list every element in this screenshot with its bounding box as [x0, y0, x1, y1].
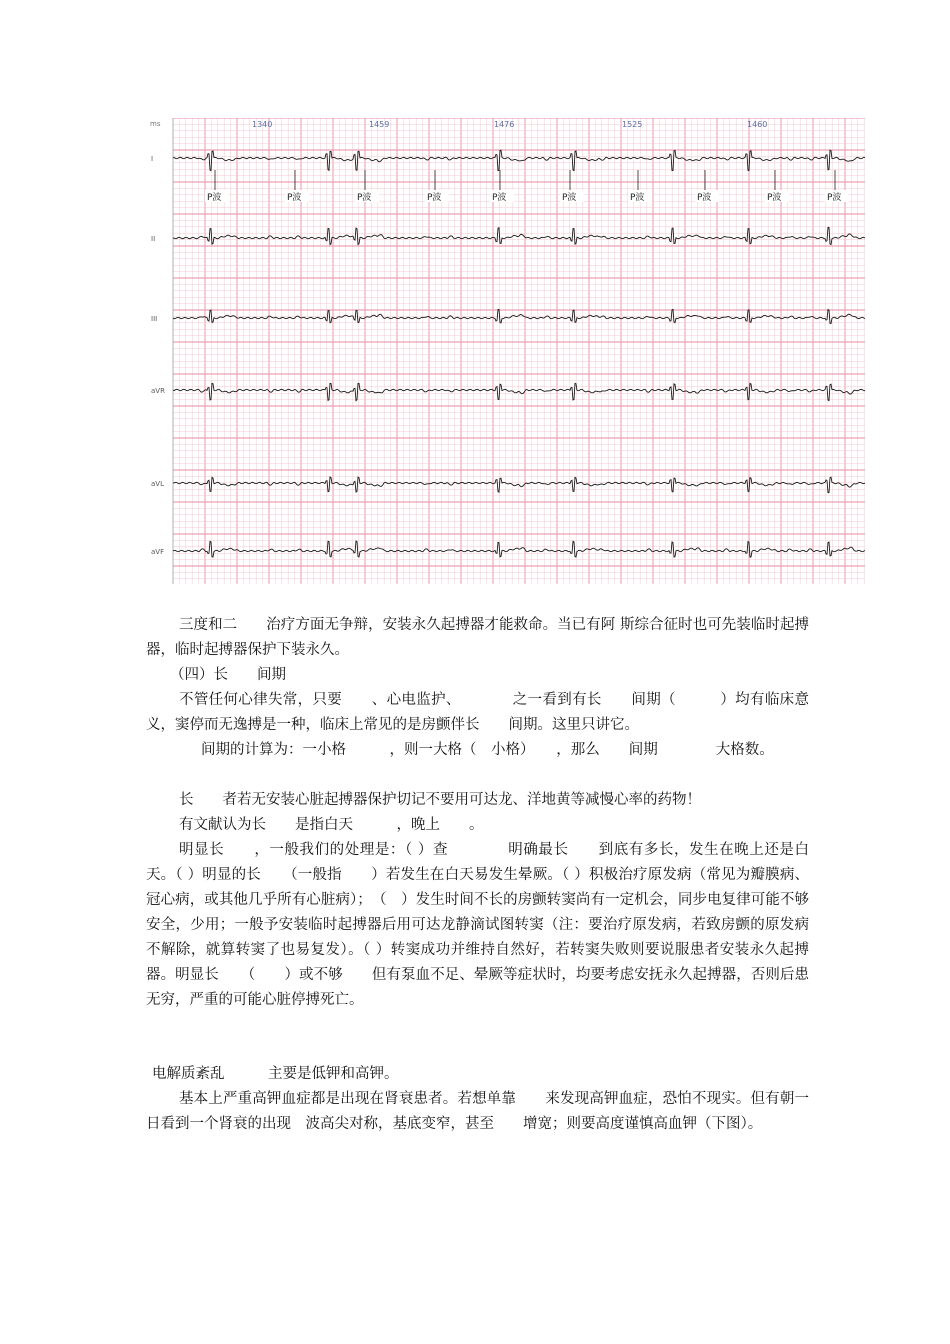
ecg-label-column: [147, 118, 173, 584]
p-wave-label: P波: [357, 193, 372, 203]
lead-label: III: [151, 315, 158, 323]
p-wave-label: P波: [827, 193, 842, 203]
paragraph-long-interval-significance: 不管任何心律失常，只要 、心电监护、 之一看到有长 间期（ ）均有临床意义，窦停而无逸搏是一种，临床上常见的是房颤伴长 间期。这里只讲它。: [146, 692, 809, 733]
paragraph-literature-note: 有文献认为长 是指白天 ，晚上 。: [179, 817, 484, 833]
rr-interval-number: 1459: [369, 120, 390, 129]
section-heading-long-interval: （四）长 间期: [170, 667, 286, 683]
p-wave-label: P波: [287, 193, 302, 203]
p-wave-label: P波: [767, 193, 782, 203]
p-wave-label: P波: [492, 193, 507, 203]
rr-interval-number: 1476: [494, 120, 515, 129]
rr-interval-number: 1525: [622, 120, 643, 129]
lead-label: aVF: [151, 548, 165, 556]
lead-label: II: [151, 235, 156, 243]
rr-interval-number: 1340: [252, 120, 273, 129]
lead-label: aVL: [151, 480, 164, 488]
p-wave-label: P波: [562, 193, 577, 203]
p-wave-label: P波: [630, 193, 645, 203]
paragraph-management: 明显长 ，一般我们的处理是：（ ）查 明确最长 到底有多长，发生在晚上还是白天。（ ）明显的长 （一般指 ）若发生在白天易发生晕厥。（ ）积极治疗原发病（常见为瓣膜病、冠心病，或其他几乎所有心脏病）； （ ）发生时间不长的房颤转窦尚有一定机会，同步电复律可能不够安全，少用；一般予安装临时起搏器后用可达龙静滴试图转窦（注：要治疗原发病，若致房颤的原发病不解除，就算转窦了也易复发）。（ ）转窦成功并维持自然好，若转窦失败则要说服患者安装永久起搏器。明显长 （ ）或不够 但有泵血不足、晕厥等症状时，均要考虑安抚永久起搏器，否则后患无穷，严重的可能心脏停搏死亡。: [146, 842, 809, 1008]
ecg-corner-unit: ms: [150, 120, 161, 128]
rr-interval-number: 1460: [747, 120, 768, 129]
lead-label: aVR: [151, 387, 165, 395]
paragraph-third-degree: 三度和二 治疗方面无争辩，安装永久起搏器才能救命。当已有阿 斯综合征时也可先装临时起搏器，临时起搏器保护下装永久。: [146, 617, 809, 658]
section-heading-electrolyte: 电解质紊乱 主要是低钾和高钾。: [152, 1066, 399, 1082]
lead-label: I: [151, 155, 154, 163]
paragraph-interval-calculation: 间期的计算为：一小格 ，则一大格（ 小格） ，那么 间期 大格数。: [201, 742, 774, 758]
ecg-figure: [147, 118, 865, 584]
p-wave-label: P波: [697, 193, 712, 203]
p-wave-label: P波: [427, 193, 442, 203]
paragraph-drug-warning: 长 者若无安装心脏起搏器保护切记不要用可达龙、洋地黄等减慢心率的药物！: [179, 792, 701, 808]
paragraph-hyperkalemia: 基本上严重高钾血症都是出现在肾衰患者。若想单靠 来发现高钾血症，恐怕不现实。但有朝一日看到一个肾衰的出现 波高尖对称，基底变窄，甚至 增宽；则要高度谨慎高血钾（下图）。: [146, 1091, 809, 1132]
p-wave-label: P波: [207, 193, 222, 203]
